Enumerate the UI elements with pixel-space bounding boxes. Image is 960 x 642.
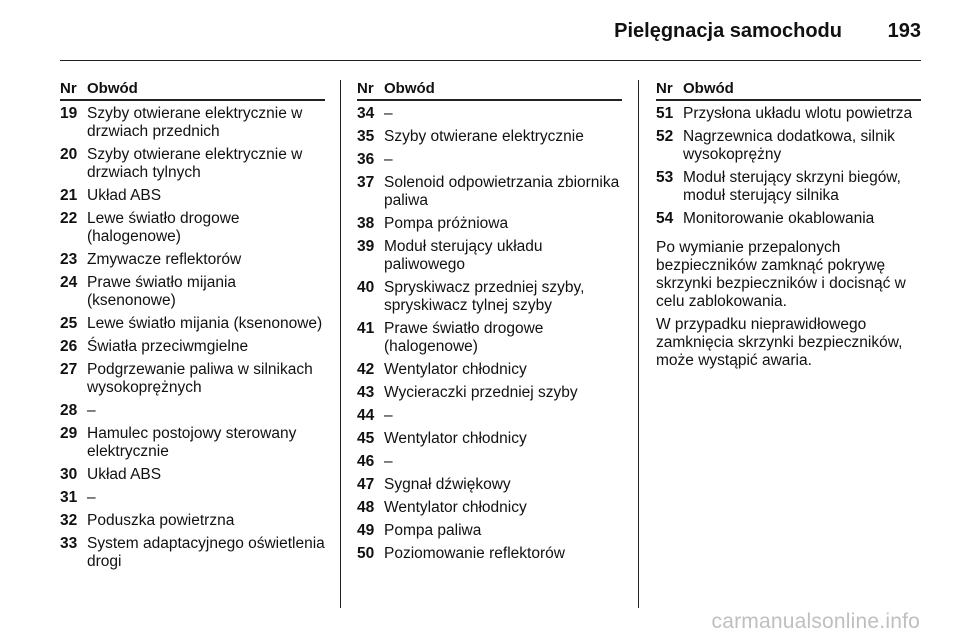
watermark: carmanualsonline.info [711, 610, 920, 633]
circuit-name: Wycieraczki przedniej szyby [384, 384, 578, 401]
header-divider [60, 60, 921, 61]
column-divider [340, 80, 341, 608]
circuit-name: Przysłona układu wlotu powietrza [683, 105, 913, 122]
circuit-name: Pompa paliwa [384, 522, 482, 539]
circuit-name: – [87, 489, 96, 506]
circuit-name: Nagrzewnica dodatkowa, silnik wysokoprężny [683, 128, 895, 163]
header-nr: Nr [656, 80, 673, 97]
page-header [0, 0, 960, 60]
table-row [656, 169, 921, 205]
fuse-number: 24 [60, 274, 78, 291]
fuse-number: 41 [357, 320, 375, 337]
fuse-number: 53 [656, 169, 674, 186]
table-row [357, 279, 622, 315]
circuit-name: Układ ABS [87, 466, 162, 483]
table-row [60, 402, 325, 420]
header-nr: Nr [357, 80, 374, 97]
circuit-name: Pompa próżniowa [384, 215, 509, 232]
fuse-number: 45 [357, 430, 375, 447]
instruction-paragraph: Po wymianie przepalonych bezpieczników zamknąć pokrywę skrzynki bezpieczników i docisnąć w celu zablokowania. [656, 239, 906, 310]
table-row [357, 174, 622, 210]
table-row [60, 251, 325, 269]
circuit-name: Podgrzewanie paliwa w silnikach wysokoprężnych [87, 361, 313, 396]
table-rows [60, 101, 325, 571]
header-nr: Nr [60, 80, 77, 97]
page-title: Pielęgnacja samochodu [614, 20, 842, 42]
fuse-number: 33 [60, 535, 78, 552]
circuit-name: Moduł sterujący układu paliwowego [384, 238, 543, 273]
fuse-number: 21 [60, 187, 78, 204]
circuit-name: Światła przeciwmgielne [87, 338, 249, 355]
circuit-name: Hamulec postojowy sterowany elektrycznie [87, 425, 297, 460]
circuit-name: – [87, 402, 96, 419]
circuit-name: Wentylator chłodnicy [384, 499, 527, 516]
table-row [60, 425, 325, 461]
table-row [656, 105, 921, 123]
table-row [60, 361, 325, 397]
table-row [60, 338, 325, 356]
circuit-name: Wentylator chłodnicy [384, 430, 527, 447]
fuse-number: 26 [60, 338, 78, 355]
circuit-name: Solenoid odpowietrzania zbiornika paliwa [384, 174, 620, 209]
fuse-number: 28 [60, 402, 78, 419]
circuit-name: Monitorowanie okablowania [683, 210, 875, 227]
fuse-number: 37 [357, 174, 375, 191]
warning-paragraph: W przypadku nieprawidłowego zamknięcia skrzynki bezpieczników, może wystąpić awaria. [656, 316, 903, 369]
fuse-table-column-2 [357, 80, 622, 563]
header-circuit: Obwód [683, 80, 734, 97]
fuse-number: 47 [357, 476, 375, 493]
circuit-name: Lewe światło drogowe (halogenowe) [87, 210, 240, 245]
page-number: 193 [887, 20, 921, 42]
table-row [357, 105, 622, 123]
table-row [656, 210, 921, 228]
table-row [357, 238, 622, 274]
header-circuit: Obwód [384, 80, 435, 97]
table-row [357, 476, 622, 494]
fuse-number: 48 [357, 499, 375, 516]
table-row [357, 522, 622, 540]
fuse-number: 44 [357, 407, 375, 424]
circuit-name: Spryskiwacz przedniej szyby, spryskiwacz tylnej szyby [384, 279, 585, 314]
circuit-name: Zmywacze reflektorów [87, 251, 242, 268]
circuit-name: Lewe światło mijania (ksenonowe) [87, 315, 323, 332]
table-row [357, 215, 622, 233]
table-row [60, 146, 325, 182]
circuit-name: Prawe światło drogowe (halogenowe) [384, 320, 544, 355]
table-row [60, 105, 325, 141]
fuse-number: 39 [357, 238, 375, 255]
table-header [357, 80, 622, 101]
table-row [357, 430, 622, 448]
table-row [60, 274, 325, 310]
table-row [357, 545, 622, 563]
circuit-name: Szyby otwierane elektrycznie w drzwiach tylnych [87, 146, 303, 181]
fuse-number: 35 [357, 128, 375, 145]
fuse-number: 46 [357, 453, 375, 470]
fuse-number: 54 [656, 210, 674, 227]
fuse-number: 32 [60, 512, 78, 529]
table-row [656, 128, 921, 164]
fuse-number: 50 [357, 545, 375, 562]
table-row [357, 384, 622, 402]
fuse-number: 40 [357, 279, 375, 296]
fuse-number: 20 [60, 146, 78, 163]
circuit-name: – [384, 407, 393, 424]
circuit-name: Sygnał dźwiękowy [384, 476, 511, 493]
table-row [60, 187, 325, 205]
fuse-number: 25 [60, 315, 78, 332]
fuse-table-column-3 [656, 80, 921, 370]
fuse-number: 19 [60, 105, 78, 122]
circuit-name: Wentylator chłodnicy [384, 361, 527, 378]
table-row [60, 489, 325, 507]
circuit-name: Poduszka powietrzna [87, 512, 235, 529]
fuse-number: 22 [60, 210, 78, 227]
fuse-number: 27 [60, 361, 78, 378]
circuit-name: – [384, 105, 393, 122]
header-circuit: Obwód [87, 80, 138, 97]
circuit-name: System adaptacyjnego oświetlenia drogi [87, 535, 325, 570]
circuit-name: Prawe światło mijania (ksenonowe) [87, 274, 237, 309]
fuse-number: 30 [60, 466, 78, 483]
fuse-number: 38 [357, 215, 375, 232]
table-row [60, 535, 325, 571]
fuse-number: 29 [60, 425, 78, 442]
circuit-name: Moduł sterujący skrzyni biegów, moduł sterujący silnika [683, 169, 901, 204]
table-row [357, 320, 622, 356]
fuse-number: 34 [357, 105, 375, 122]
fuse-number: 23 [60, 251, 78, 268]
circuit-name: Szyby otwierane elektrycznie [384, 128, 584, 145]
table-row [60, 210, 325, 246]
fuse-table-column-1 [60, 80, 325, 571]
fuse-number: 51 [656, 105, 674, 122]
table-header [656, 80, 921, 101]
table-rows [357, 101, 622, 563]
circuit-name: – [384, 151, 393, 168]
table-rows [656, 101, 921, 228]
circuit-name: Poziomowanie reflektorów [384, 545, 565, 562]
table-header [60, 80, 325, 101]
table-row [357, 128, 622, 146]
table-row [357, 361, 622, 379]
circuit-name: Układ ABS [87, 187, 162, 204]
circuit-name: Szyby otwierane elektrycznie w drzwiach przednich [87, 105, 303, 140]
table-row [60, 466, 325, 484]
table-row [60, 315, 325, 333]
table-row [357, 453, 622, 471]
column-divider [638, 80, 639, 608]
fuse-number: 49 [357, 522, 375, 539]
fuse-number: 31 [60, 489, 78, 506]
circuit-name: – [384, 453, 393, 470]
fuse-number: 43 [357, 384, 375, 401]
table-row [357, 407, 622, 425]
table-row [357, 151, 622, 169]
fuse-number: 36 [357, 151, 375, 168]
fuse-number: 52 [656, 128, 674, 145]
table-row [357, 499, 622, 517]
table-row [60, 512, 325, 530]
fuse-number: 42 [357, 361, 375, 378]
